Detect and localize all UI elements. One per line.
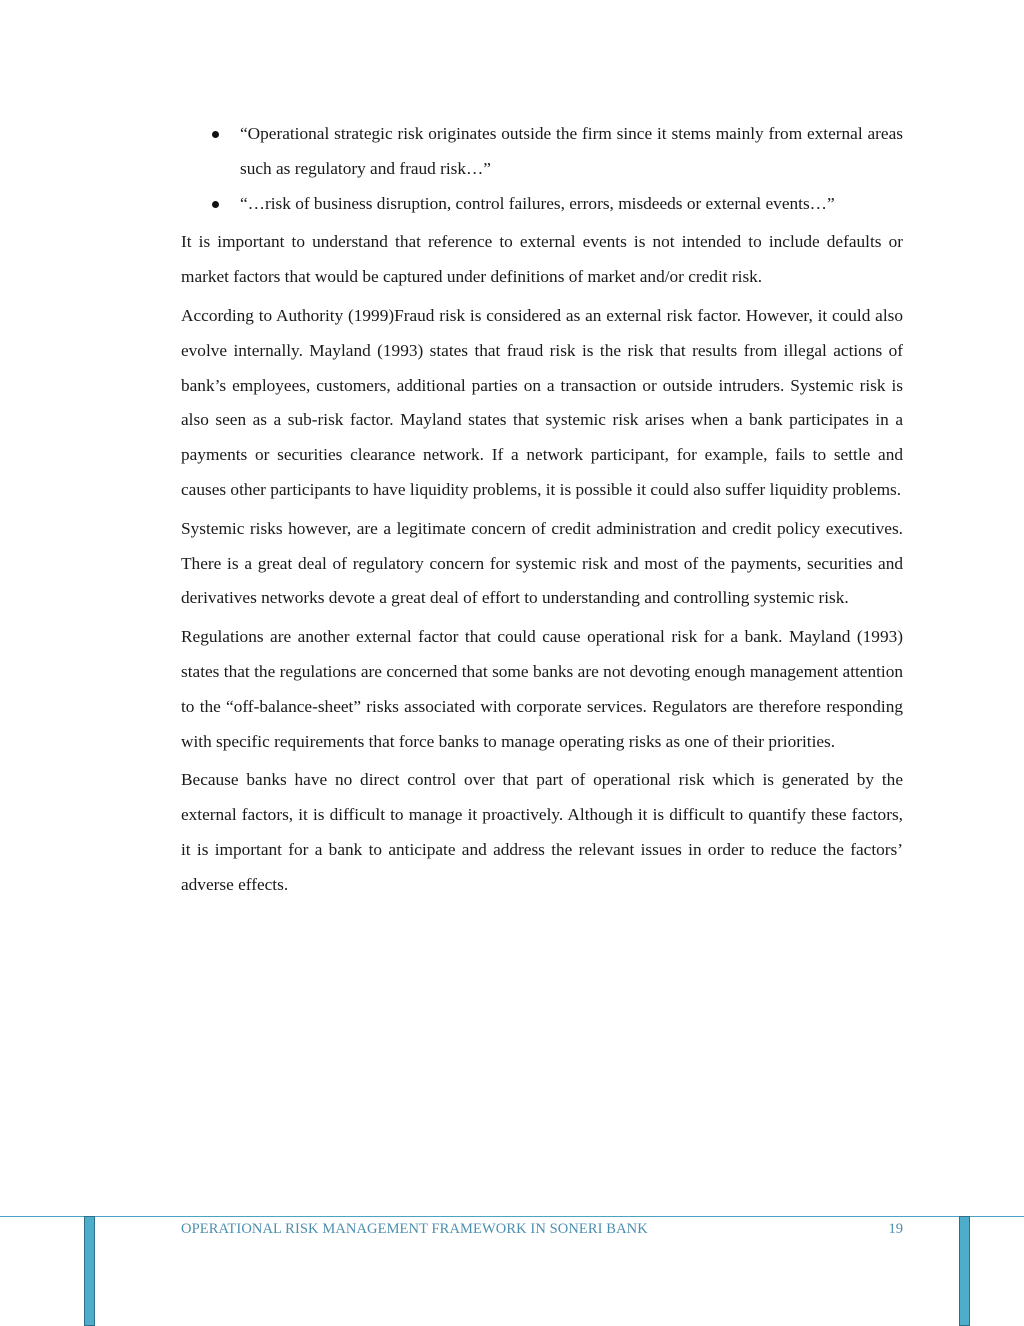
footer-title: OPERATIONAL RISK MANAGEMENT FRAMEWORK IN SONERI BANK (181, 1221, 648, 1237)
bullet-item (181, 187, 903, 222)
bullet-dot-icon (212, 201, 219, 208)
footer-rule (0, 1216, 1024, 1217)
footer-right-bar (959, 1216, 970, 1326)
bullet-text: “…risk of business disruption, control failures, errors, misdeeds or external events…” (240, 193, 835, 213)
bullet-dot-icon (212, 131, 219, 138)
bullet-item (181, 117, 903, 187)
paragraph: Systemic risks however, are a legitimate concern of credit administration and credit policy executives. There is a great deal of regulatory concern for systemic risk and most of the payments, securities and derivatives networks devote a great deal of effort to understanding and controlling systemic risk. (181, 518, 903, 608)
page-number: 19 (888, 1221, 903, 1237)
paragraph: Because banks have no direct control over that part of operational risk which is generated by the external factors, it is difficult to manage it proactively. Although it is difficult to quantify these factors, it is important for a bank to anticipate and address the relevant issues in order to reduce the factors’ adverse effects. (181, 770, 903, 894)
paragraph: According to Authority (1999)Fraud risk is considered as an external risk factor. However, it could also evolve internally. Mayland (1993) states that fraud risk is the risk that results from illegal actions of bank’s employees, customers, additional parties on a transaction or outside intruders. Systemic risk is also seen as a sub-risk factor. Mayland states that systemic risk arises when a bank participates in a payments or securities clearance network. If a network participant, for example, fails to settle and causes other participants to have liquidity problems, it is possible it could also suffer liquidity problems. (181, 305, 903, 499)
paragraph: It is important to understand that reference to external events is not intended to include defaults or market factors that would be captured under definitions of market and/or credit risk. (181, 232, 903, 287)
quote-bullet-list (181, 117, 903, 221)
bullet-text: “Operational strategic risk originates outside the firm since it stems mainly from external areas such as regulatory and fraud risk…” (240, 124, 903, 178)
footer-left-bar (84, 1216, 95, 1326)
body-text (181, 117, 903, 903)
paragraph: Regulations are another external factor that could cause operational risk for a bank. Mayland (1993) states that the regulations are concerned that some banks are not devoting enough management attention to the “off-balance-sheet” risks associated with corporate services. Regulators are therefore responding with specific requirements that force banks to manage operating risks as one of their priorities. (181, 627, 903, 751)
